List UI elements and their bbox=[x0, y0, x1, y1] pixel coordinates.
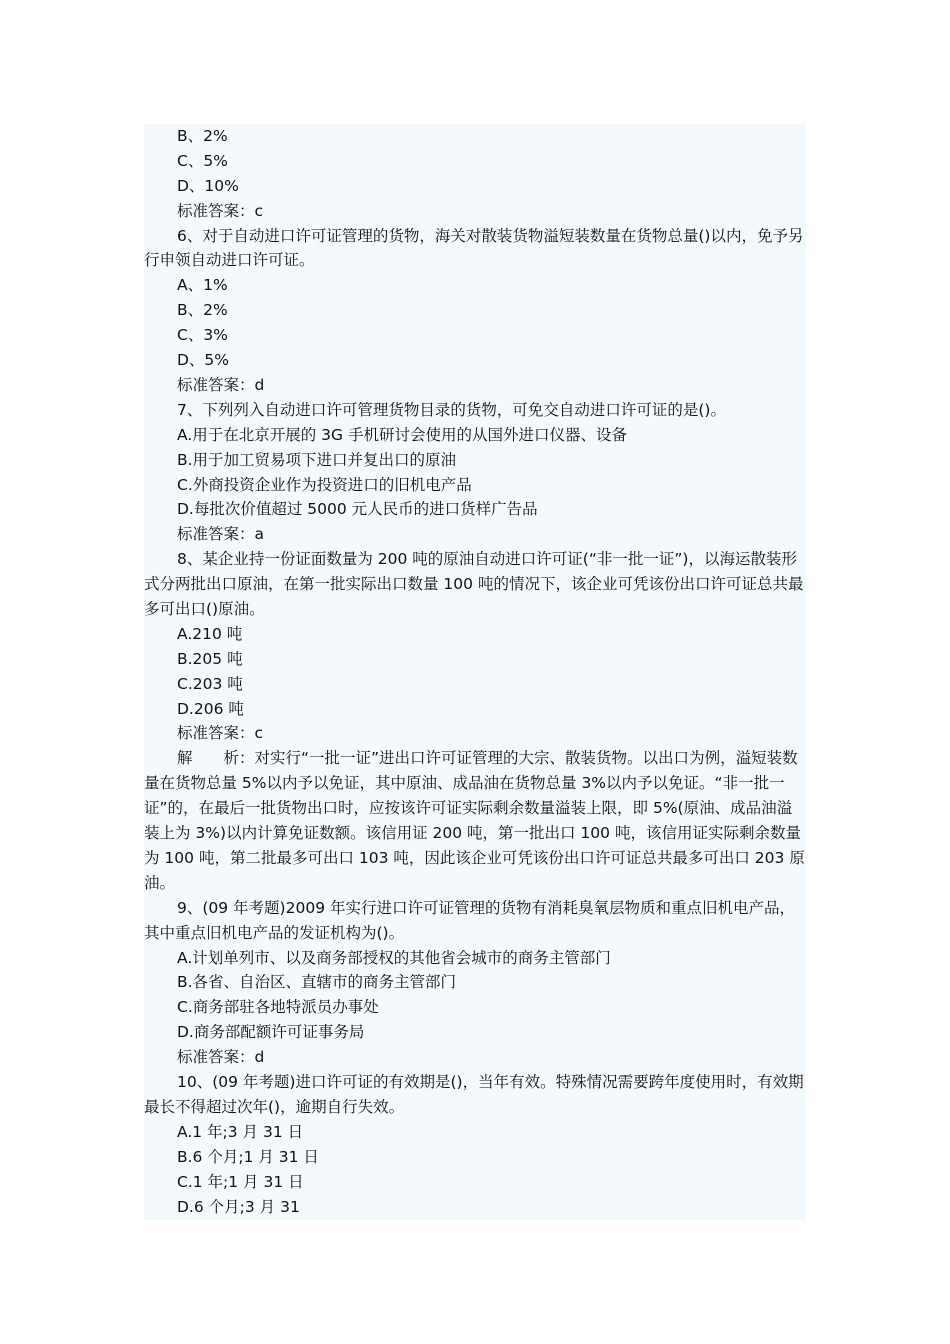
text-line: B.用于加工贸易项下进口并复出口的原油 bbox=[177, 450, 457, 469]
text-line: C.203 吨 bbox=[177, 674, 243, 693]
text-line: 标准答案：c bbox=[177, 724, 264, 743]
text-line: 解 析：对实行“一批一证”进出口许可证管理的大宗、散装货物。以出口为例，溢短装数量在货物总量 5%以内予以免证，其中原油、成品油在货物总量 3%以内予以免证。“非一批一证”的，在最后一批货物出口时，应按该许可证实际剩余数量溢装上限，即 5%(原油、成品油溢装上为 3%)以内计算免证数额。该信用证 200 吨，第一批出口 100 吨，该信用证实际剩余数量为 100 吨，第二批最多可出口 103 吨，因此该企业可凭该份出口许可证总共最多可出口 203 原油。 bbox=[144, 749, 805, 892]
text-line: B.6 个月;1 月 31 日 bbox=[177, 1147, 319, 1166]
text-line: C.商务部驻各地特派员办事处 bbox=[177, 998, 379, 1017]
text-line: B.205 吨 bbox=[177, 649, 243, 668]
text-line: D、5% bbox=[177, 351, 230, 370]
text-line: 标准答案：d bbox=[177, 1048, 265, 1067]
text-line: D.每批次价值超过 5000 元人民币的进口货样广告品 bbox=[177, 500, 538, 519]
text-line: B.各省、自治区、直辖市的商务主管部门 bbox=[177, 973, 457, 992]
text-line: A.1 年;3 月 31 日 bbox=[177, 1122, 304, 1141]
text-line: 7、下列列入自动进口许可管理货物目录的货物，可免交自动进口许可证的是()。 bbox=[177, 400, 726, 419]
text-line: 标准答案：d bbox=[177, 375, 265, 394]
text-line: A、1% bbox=[177, 276, 228, 295]
text-line: C、3% bbox=[177, 326, 228, 345]
text-line: D.商务部配额许可证事务局 bbox=[177, 1023, 365, 1042]
text-line: A.用于在北京开展的 3G 手机研讨会使用的从国外进口仪器、设备 bbox=[177, 425, 627, 444]
text-line: B、2% bbox=[177, 301, 228, 320]
text-line: A.210 吨 bbox=[177, 624, 243, 643]
text-line: D.206 吨 bbox=[177, 699, 244, 718]
document-page bbox=[144, 124, 806, 1220]
text-line: 标准答案：c bbox=[177, 201, 264, 220]
text-line: C.外商投资企业作为投资进口的旧机电产品 bbox=[177, 475, 472, 494]
text-line: 标准答案：a bbox=[177, 525, 264, 544]
text-line: B、2% bbox=[177, 127, 228, 145]
text-line: D、10% bbox=[177, 176, 239, 195]
text-line: C、5% bbox=[177, 151, 228, 170]
text-line: C.1 年;1 月 31 日 bbox=[177, 1172, 304, 1191]
text-line: D.6 个月;3 月 31 bbox=[177, 1197, 300, 1216]
text-line: 6、对于自动进口许可证管理的货物，海关对散装货物溢短装数量在货物总量()以内，免予另行申领自动进口许可证。 bbox=[144, 226, 804, 270]
text-line: 9、(09 年考题)2009 年实行进口许可证管理的货物有消耗臭氧层物质和重点旧机电产品，其中重点旧机电产品的发证机构为()。 bbox=[144, 898, 795, 942]
text-line: 8、某企业持一份证面数量为 200 吨的原油自动进口许可证(“非一批一证”)，以海运散装形式分两批出口原油，在第一批实际出口数量 100 吨的情况下，该企业可凭该份出口许可证总共最多可出口()原油。 bbox=[144, 550, 804, 618]
text-line: A.计划单列市、以及商务部授权的其他省会城市的商务主管部门 bbox=[177, 948, 611, 967]
text-line: 10、(09 年考题)进口许可证的有效期是()，当年有效。特殊情况需要跨年度使用时，有效期最长不得超过次年()，逾期自行失效。 bbox=[144, 1073, 804, 1116]
